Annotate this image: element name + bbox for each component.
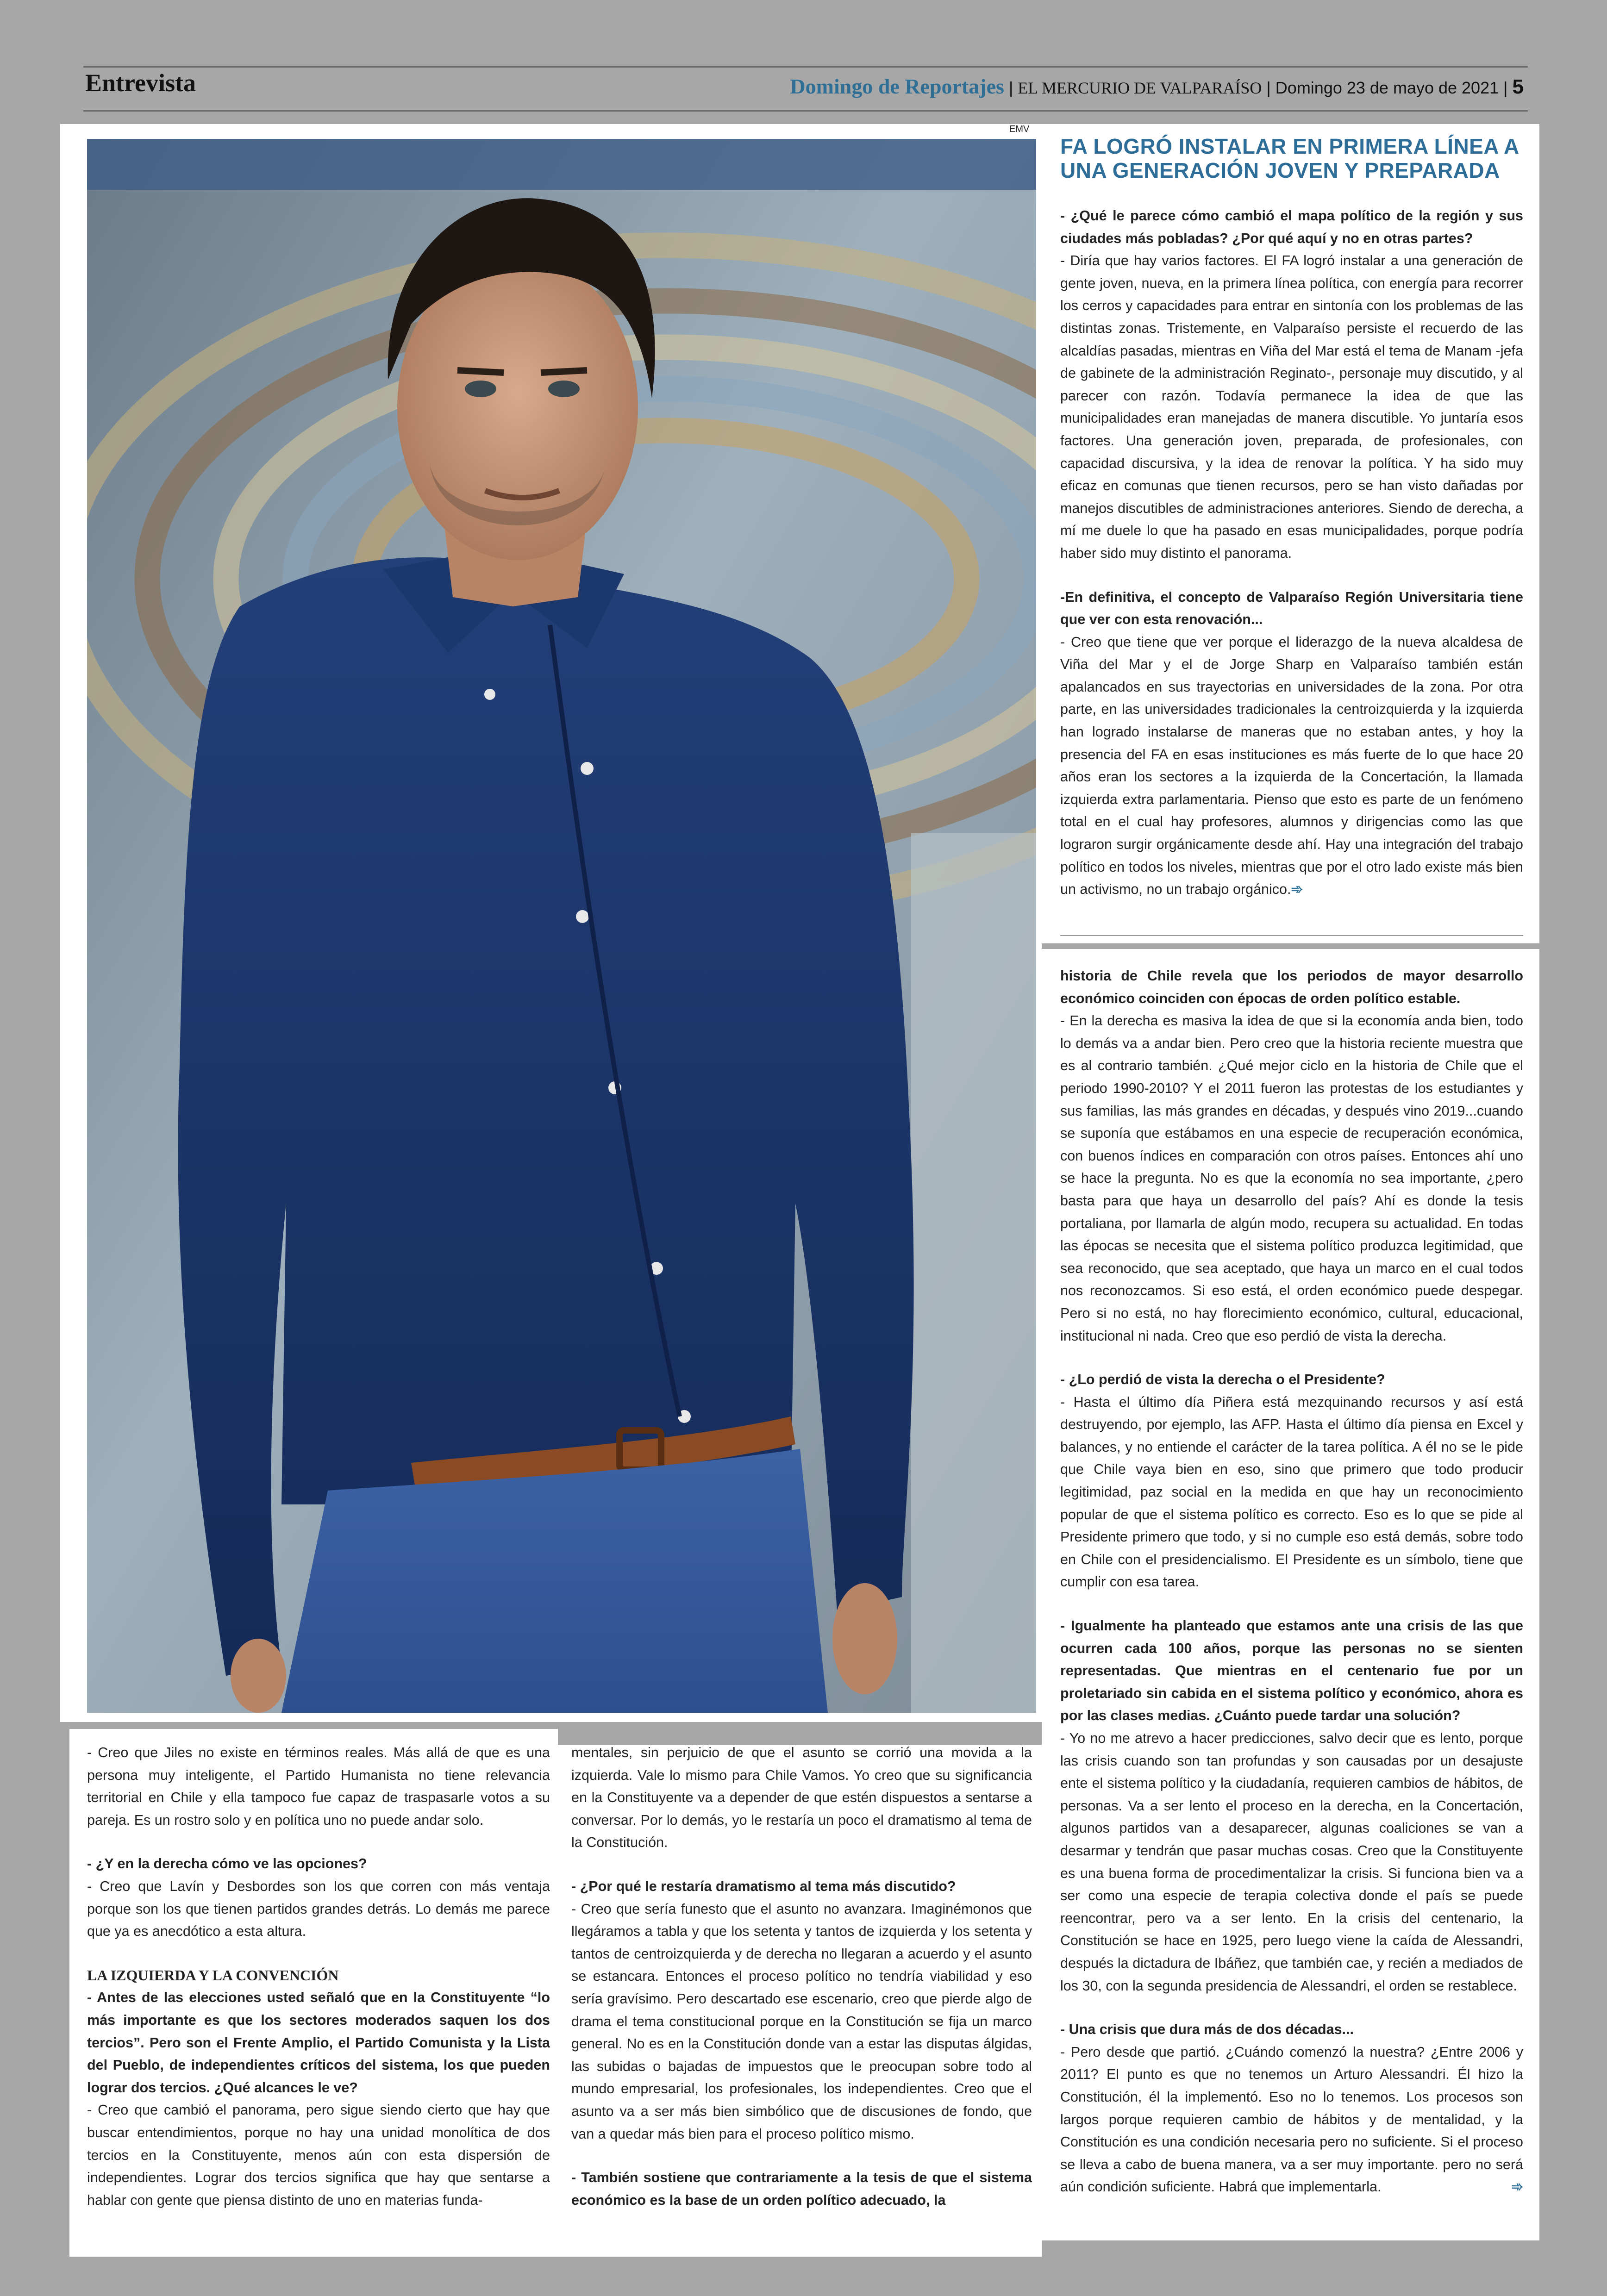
qa-block xyxy=(1060,205,1523,565)
question: - Igualmente ha planteado que estamos ante una crisis de las que ocurren cada 100 años, porque las personas no se sienten representadas. Que mientras en el centenario fue por un proletariado sin cabida en el sistema político y económico, ahora es por las clases medias. ¿Cuánto puede tardar una solución? xyxy=(1060,1618,1523,1724)
question: - Una crisis que dura más de dos décadas... xyxy=(1060,2021,1354,2038)
answer: - Creo que Lavín y Desbordes son los que corren con más ventaja porque son los que tienen partidos grandes detrás. Lo demás me parece que ya es anecdótico a esta altura. xyxy=(87,1878,550,1940)
qa-block xyxy=(571,1875,1032,2145)
answer: - Creo que sería funesto que el asunto no avanzara. Imaginémonos que llegáramos a tabla y que los setenta y tantos de izquierda y los setenta y tantos de centroizquierda y de derecha no llegaran a acuerdo y el asunto se estancara. Entonces el proceso político no tendría viabilidad y eso sería gravísimo. Pero descartado ese escenario, creo que pierde algo de drama el tema constitucional porque en la Constitución se fija un marco general. No es en la Constitución donde van a estar las disputas álgidas, las subidas o bajadas de impuestos que le preocupan sobre todo al mundo empresarial, los profesionales, los independientes. Creo que el asunto va a ser más bien simbólico que de discusiones de fondo, que van a quedar más bien para el proceso político mismo. xyxy=(571,1901,1032,2142)
bottom-left-column xyxy=(87,1741,550,2233)
qa-block xyxy=(1060,2018,1523,2198)
answer: mentales, sin perjuicio de que el asunto se corrió una movida a la izquierda. Vale lo mismo para Chile Vamos. Yo creo que su significancia en la Constituyente va a depender de que estén dispuestos a sentarse a conversar. Por lo demás, yo le restaría un poco el dramatismo al tema de la Constitución. xyxy=(571,1745,1032,1851)
qa-block xyxy=(1060,586,1523,901)
interview-photo xyxy=(87,139,1036,1713)
section-label: Entrevista xyxy=(85,69,196,97)
answer: - Creo que cambió el panorama, pero sigue siendo cierto que hay que buscar entendimientos, porque no hay una unidad monolítica de dos tercios en la Constituyente, menos aún con esta dispersión de independientes. Lograr dos tercios significa que hay que sentarse a hablar con gente que piensa distinto de uno en materias funda- xyxy=(87,2102,550,2208)
right-column xyxy=(1060,965,1523,2220)
qa-block xyxy=(571,2166,1032,2211)
question: - ¿Por qué le restaría dramatismo al tema más discutido? xyxy=(571,1878,956,1894)
header-masthead xyxy=(790,74,1524,99)
issue-date: Domingo 23 de mayo de 2021 xyxy=(1275,78,1499,97)
qa-block xyxy=(87,1853,550,1942)
question: - También sostiene que contrariamente a la tesis de que el sistema económico es la base de un orden político adecuado, la xyxy=(571,2170,1032,2208)
header-separator: | xyxy=(1008,78,1013,97)
qa-block xyxy=(571,1741,1032,1854)
header-separator: | xyxy=(1503,78,1508,97)
qa-block xyxy=(1060,965,1523,1347)
header-separator: | xyxy=(1266,78,1271,97)
qa-block xyxy=(87,1964,550,2212)
qa-block xyxy=(87,1741,550,1831)
article-headline: FA LOGRÓ INSTALAR EN PRIMERA LÍNEA A UNA GENERACIÓN JOVEN Y PREPARADA xyxy=(1060,134,1519,182)
answer: - Diría que hay varios factores. El FA logró instalar a una generación de gente joven, nueva, en la primera línea política, con energía para recorrer los cerros y capacidades para entrar en sintonía con los problemas de las distintas zonas. Tristemente, en Valparaíso persiste el recuerdo de las alcaldías pasadas, mientras en Viña del Mar está el tema de Manam -jefa de gabinete de la administración Reginato-, personaje muy discutido, y al parecer con razón. Todavía permanece la idea de que las municipalidades eran manejadas de manera discutible. Yo juntaría esos factores. Una generación joven, preparada, de profesionales, con capacidad discursiva, y la idea de renovar la política. Y ha sido muy eficaz en comunas que tienen recursos, pero se han visto dañadas por manejos discutibles de administraciones anteriores. Siendo de derecha, a mí me duele lo que ha pasado en esas municipalidades, porque podría haber sido muy distinto el panorama. xyxy=(1060,253,1523,561)
continue-arrow-icon: ➾ xyxy=(1291,881,1303,898)
question: - Antes de las elecciones usted señaló que en la Constituyente “lo más importante es que los sectores moderados saquen los dos tercios”. Pero son el Frente Amplio, el Partido Comunista y la Lista del Pueblo, de independientes críticos del sistema, los que pueden lograr dos tercios. ¿Qué alcances le ve? xyxy=(87,1990,550,2096)
top-right-column xyxy=(1060,205,1523,922)
subheading: LA IZQUIERDA Y LA CONVENCIÓN xyxy=(87,1966,339,1984)
answer: - En la derecha es masiva la idea de que si la economía anda bien, todo lo demás va a andar bien. Pero creo que la historia reciente muestra que es al contrario también. ¿Qué mejor ciclo en la historia de Chile que el periodo 1990-2010? Y el 2011 fueron las protestas de los estudiantes y sus familias, las más grandes en décadas, y después vino 2019...cuando se suponía que estábamos en una especie de recuperación económica, con buenos índices en comparación con otros países. Entonces ahí uno se hace la pregunta. No es que la economía no sea importante, ¿pero basta para que haya un desarrollo del país? Ahí es donde la tesis portaliana, por llamarla de algún modo, recupera su actualidad. En todas las épocas se necesita que el sistema político produzca legitimidad, que sea reconocido, que sea aceptado, que haya un marco en el cual todos nos reconozcamos. Si eso está, el orden económico puede despegar. Pero si no está, no hay florecimiento económico, cultural, educacional, institucional ni nada. Creo que eso perdió de vista la derecha. xyxy=(1060,1013,1523,1344)
photo-credit: EMV xyxy=(1009,124,1030,134)
qa-block xyxy=(1060,1615,1523,1997)
question: - ¿Lo perdió de vista la derecha o el Presidente? xyxy=(1060,1372,1385,1388)
header-rule-top xyxy=(83,66,1528,68)
continue-arrow-icon: ➾ xyxy=(1511,2179,1523,2195)
header-rule-bottom xyxy=(83,110,1528,112)
answer: - Creo que Jiles no existe en términos reales. Más allá de que es una persona muy inteligente, el Partido Humanista no tiene relevancia territorial en Chile y ella tampoco fue capaz de traspasarle votos a su pareja. Es un rostro solo y en política uno no puede andar solo. xyxy=(87,1745,550,1828)
page-number: 5 xyxy=(1512,75,1524,98)
question: - ¿Qué le parece cómo cambió el mapa político de la región y sus ciudades más pobladas? ¿Por qué aquí y no en otras partes? xyxy=(1060,208,1523,246)
question: -En definitiva, el concepto de Valparaíso Región Universitaria tiene que ver con esta renovación... xyxy=(1060,589,1523,628)
supplement-name: Domingo de Reportajes xyxy=(790,75,1004,98)
qa-block xyxy=(1060,1368,1523,1593)
question: historia de Chile revela que los periodos de mayor desarrollo económico coinciden con épocas de orden político estable. xyxy=(1060,968,1523,1006)
answer: - Pero desde que partió. ¿Cuándo comenzó la nuestra? ¿Entre 2006 y 2011? El punto es que no tenemos un Arturo Alessandri. Él hizo la Constitución, él la implementó. Eso no lo tenemos. Los procesos son largos porque requieren cambio de hábitos y de mentalidad, y la Constitución es una condición necesaria pero no suficiente. Si el proceso se lleva a cabo de buena manera, va a ser muy importante. pero no será aún condición suficiente. Habrá que implementarla. xyxy=(1060,2044,1523,2195)
bottom-middle-column xyxy=(571,1741,1032,2233)
answer: - Creo que tiene que ver porque el liderazgo de la nueva alcaldesa de Viña del Mar y el de Jorge Sharp en Valparaíso también están apalancados en sus trayectorias en universidades de la zona. Por otra parte, en las universidades tradicionales la centroizquierda y la izquierda han logrado instalarse de maneras que no estaban antes, y hoy la presencia del FA en esas instituciones es más fuerte de lo que hace 20 años eran los sectores a la izquierda de la Concertación, la llamada izquierda extra parlamentaria. Pienso que esto es parte de un fenómeno total en el cual hay profesores, alumnos y dirigencias como las que lograron surgir orgánicamente desde ahí. Hay una integración del trabajo político en todos los niveles, mientras que por el otro lado existe más bien un activismo, no un trabajo orgánico. xyxy=(1060,634,1523,898)
newspaper-name: EL MERCURIO DE VALPARAÍSO xyxy=(1018,79,1262,97)
question: - ¿Y en la derecha cómo ve las opciones? xyxy=(87,1856,367,1872)
column-divider xyxy=(1060,935,1523,936)
answer: - Hasta el último día Piñera está mezquinando recursos y así está destruyendo, por ejemplo, las AFP. Hasta el último día piensa en Excel y balances, y no entiende el carácter de la tarea política. A él no se le pide que Chile vaya bien en eso, sino que primero que todo producir legitimidad, paz social en la medida en que hay un reconocimiento popular de que el sistema político es correcto. Eso es lo que se pide al Presidente primero que todo, y si no cumple eso está demás, sobre todo en Chile con el presidencialismo. El Presidente es un símbolo, tiene que cumplir con esa tarea. xyxy=(1060,1394,1523,1590)
answer: - Yo no me atrevo a hacer predicciones, salvo decir que es lento, porque las crisis cuando son tan profundas y son causadas por un desajuste ente el sistema político y la ciudadanía, requieren cambios de hábitos, de personas. Va a ser lento el proceso en la derecha, en la Concertación, algunos partidos van a desaparecer, algunas coaliciones se van a desarmar y tendrán que pasar muchas cosas. Creo que la Constituyente es una buena forma de procedimentalizar la crisis. Si funciona bien va a ser como una especie de terapia colectiva donde el país se puede reencontrar, pero va a ser lento. En la crisis del centenario, la Constitución se hace en 1925, pero luego viene la caída de Alessandri, después la dictadura de Ibáñez, que también cae, y recién a mediados de los 30, con la segunda presidencia de Alessandri, el orden se restablece. xyxy=(1060,1730,1523,1994)
